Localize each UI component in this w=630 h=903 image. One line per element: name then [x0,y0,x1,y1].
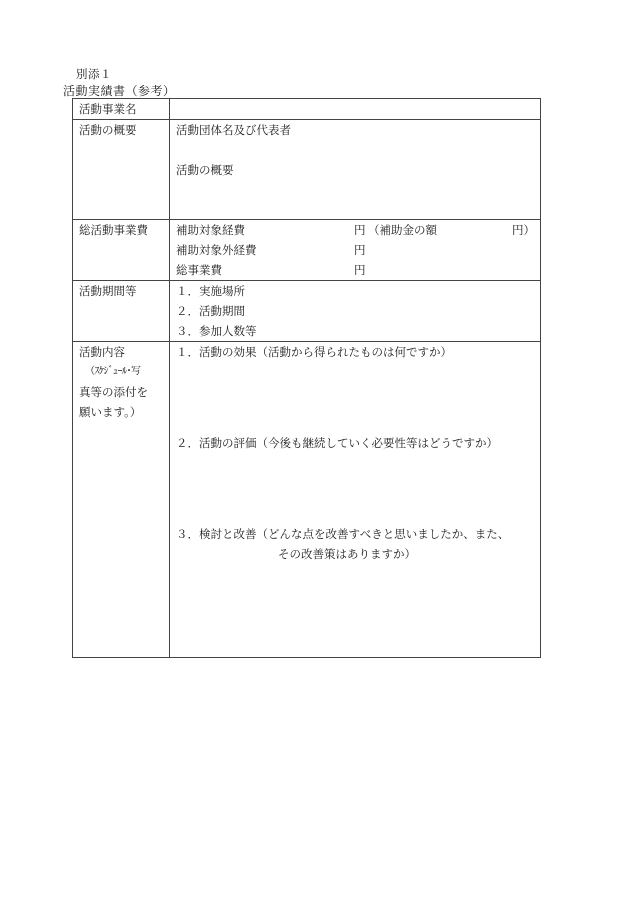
field-period[interactable] [170,281,541,342]
row-period [73,281,541,342]
question-evaluation: ２．活動の評価（今後も継続していく必要性等はどうですか） [176,436,498,450]
annex-label: 別添１ [76,67,112,81]
content-note-3: 願います。） [79,405,142,419]
cost-total-label: 総事業費 [176,263,222,277]
question-improvement-cont: その改善策はありますか） [278,547,416,561]
overview-summary: 活動の概要 [176,163,234,177]
label-period: 活動期間等 [73,281,170,342]
cost-non-subsidized-label: 補助対象外経費 [176,243,257,257]
cost-total-row [176,260,540,280]
cost-total-yen: 円 [354,263,366,277]
label-overview: 活動の概要 [73,120,170,220]
row-content [73,342,541,658]
row-costs [73,220,541,281]
subsidy-amount-label: （補助金の額 [368,223,437,237]
field-overview[interactable] [170,120,541,220]
subsidy-amount-yen: 円） [512,223,535,237]
question-effect: １．活動の効果（活動から得られたものは何ですか） [176,345,452,359]
activity-report-table [72,98,541,658]
label-project-name: 活動事業名 [73,99,170,120]
field-costs[interactable] [170,220,541,281]
cost-subsidized-yen: 円 [354,223,366,237]
period-item-participants: ３．参加人数等 [176,324,257,338]
document-title: 活動実績書（参考） [63,84,176,98]
row-overview [73,120,541,220]
cost-subsidized-row [176,220,540,240]
overview-group-rep: 活動団体名及び代表者 [176,123,291,137]
field-project-name[interactable] [170,99,541,120]
content-note-1: （ｽｹｼﾞｭｰﾙ･写 [85,366,141,377]
question-improvement: ３．検討と改善（どんな点を改善すべきと思いましたか、また、 [176,527,510,541]
cost-non-subsidized-yen: 円 [354,243,366,257]
period-item-location: １．実施場所 [176,284,245,298]
content-label: 活動内容 [79,345,125,359]
row-project-name [73,99,541,120]
label-content [73,342,170,658]
cost-non-subsidized-row [176,240,540,260]
cost-subsidized-label: 補助対象経費 [176,223,245,237]
period-item-duration: ２．活動期間 [176,304,245,318]
label-costs: 総活動事業費 [73,220,170,281]
content-note-2: 真等の添付を [79,385,148,399]
field-content[interactable] [170,342,541,658]
